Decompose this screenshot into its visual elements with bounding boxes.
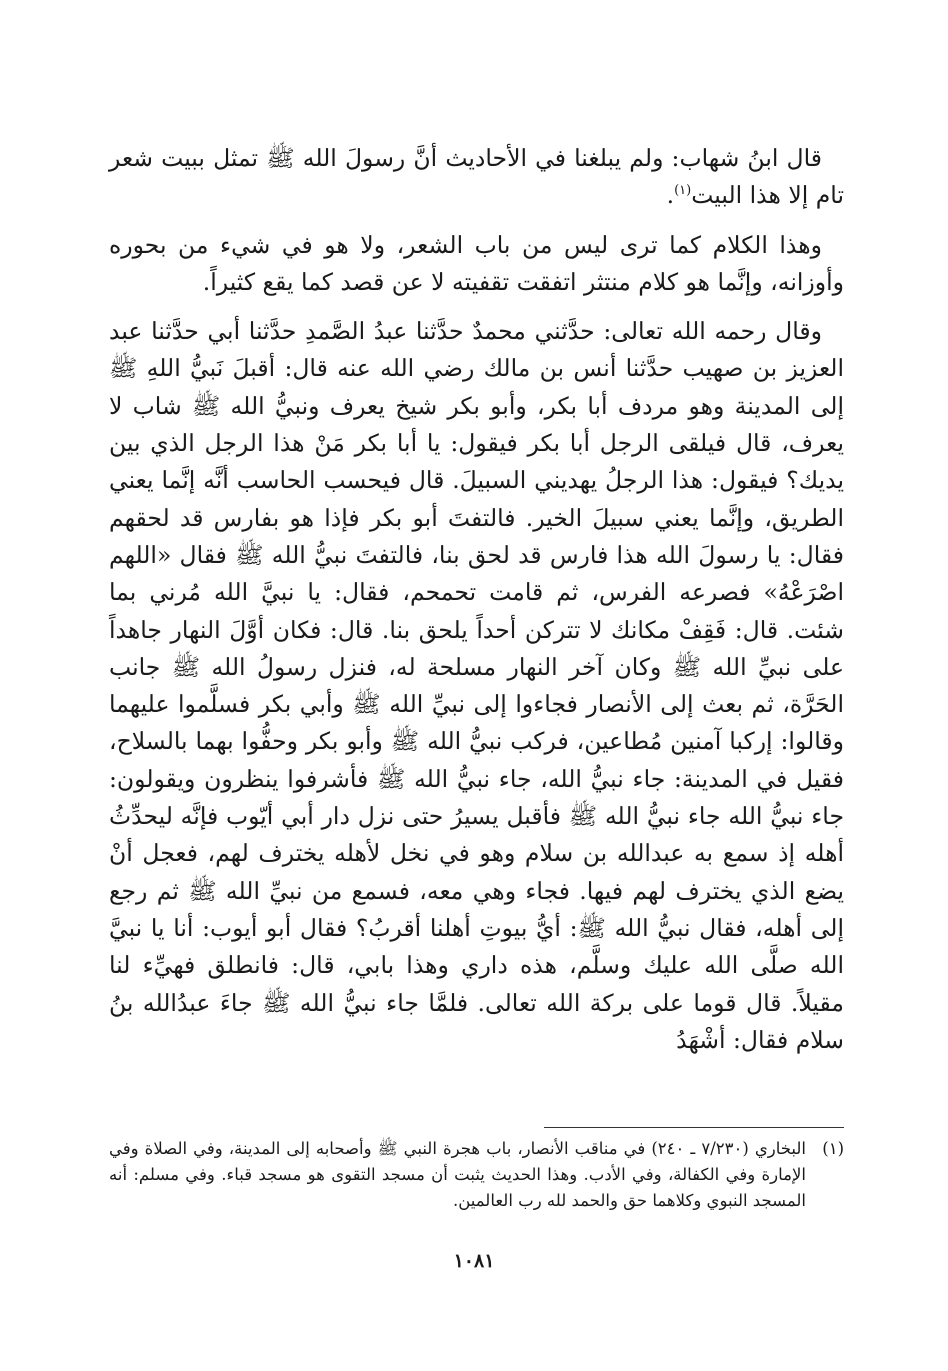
footnote <box>109 1136 844 1214</box>
footnote-marker: (١) <box>674 183 692 199</box>
paragraph-text: قال ابنُ شهاب: ولم يبلغنا في الأحاديث أنَّ رسولَ الله ﷺ تمثل ببيت شعر تام إلا هذا البيت <box>109 144 844 210</box>
paragraph-tail: . <box>666 181 675 210</box>
page-number: ١٠٨١ <box>453 1250 495 1272</box>
footnote-separator <box>544 1127 844 1128</box>
footnote-number: (١) <box>822 1139 844 1158</box>
main-text-block <box>109 140 844 1059</box>
paragraph-ibn-shihab <box>109 140 844 215</box>
footnote-text: البخاري (٧/٢٣٠ ـ ٢٤٠) في مناقب الأنصار، باب هجرة النبي ﷺ وأصحابه إلى المدينة، وفي الصلاة وفي الإمارة وفي الكفالة، وفي الأدب. وهذا الحديث يثبت أن مسجد التقوى هو مسجد قباء. وفي مسلم: أنه المسجد النبوي وكلاهما حق والحمد لله رب العالمين. <box>109 1139 806 1210</box>
paragraph-hadith: وقال رحمه الله تعالى: حدَّثني محمدٌ حدَّثنا عبدُ الصَّمدِ حدَّثنا أبي حدَّثنا عبد العزيز بن صهيب حدَّثنا أنس بن مالك رضي الله عنه قال: أقبلَ نَبيُّ اللهِ ﷺ إلى المدينة وهو مردف أبا بكر، وأبو بكر شيخ يعرف ونبيُّ الله ﷺ شاب لا يعرف، قال فيلقى الرجل أبا بكر فيقول: يا أبا بكر مَنْ هذا الرجل الذي بين يديك؟ فيقول: هذا الرجلُ يهديني السبيلَ. قال فيحسب الحاسب أنَّه إنَّما يعني الطريق، وإنَّما يعني سبيلَ الخير. فالتفتَ أبو بكر فإذا هو بفارس قد لحقهم فقال: يا رسولَ الله هذا فارس قد لحق بنا، فالتفتَ نبيُّ الله ﷺ فقال «اللهم اصْرَعْهُ» فصرعه الفرس، ثم قامت تحمحم، فقال: يا نبيَّ الله مُرني بما شئت. قال: فَقِفْ مكانك لا تتركن أحداً يلحق بنا. قال: فكان أوَّلَ النهار جاهداً على نبيِّ الله ﷺ وكان آخر النهار مسلحة له، فنزل رسولُ الله ﷺ جانب الحَرَّة، ثم بعث إلى الأنصار فجاءوا إلى نبيِّ الله ﷺ وأبي بكر فسلَّموا عليهما وقالوا: إركبا آمنين مُطاعين، فركب نبيُّ الله ﷺ وأبو بكر وحفُّوا بهما بالسلاح، فقيل في المدينة: جاء نبيُّ الله، جاء نبيُّ الله ﷺ فأشرفوا ينظرون ويقولون: جاء نبيُّ الله جاء نبيُّ الله ﷺ فأقبل يسيرُ حتى نزل دار أبي أيّوب فإنَّه ليحدِّثُ أهله إذ سمع به عبدالله بن سلام وهو في نخل لأهله يخترف لهم، فعجل أنْ يضع الذي يخترف لهم فيها. فجاء وهي معه، فسمع من نبيِّ الله ﷺ ثم رجع إلى أهله، فقال نبيُّ الله ﷺ: أيُّ بيوتِ أهلنا أقربُ؟ فقال أبو أيوب: أنا يا نبيَّ الله صلَّى الله عليك وسلَّم، هذه داري وهذا بابي، قال: فانطلق فهيِّء لنا مقيلاً. قال قوما على بركة الله تعالى. فلمَّا جاء نبيُّ الله ﷺ جاءَ عبدُالله بنُ سلام فقال: أشْهَدُ <box>109 317 844 1054</box>
paragraph-commentary: وهذا الكلام كما ترى ليس من باب الشعر، ولا هو في شيء من بحوره وأوزانه، وإنَّما هو كلام منتثر اتفقت تقفيته لا عن قصد كما يقع كثيراً. <box>109 230 844 296</box>
